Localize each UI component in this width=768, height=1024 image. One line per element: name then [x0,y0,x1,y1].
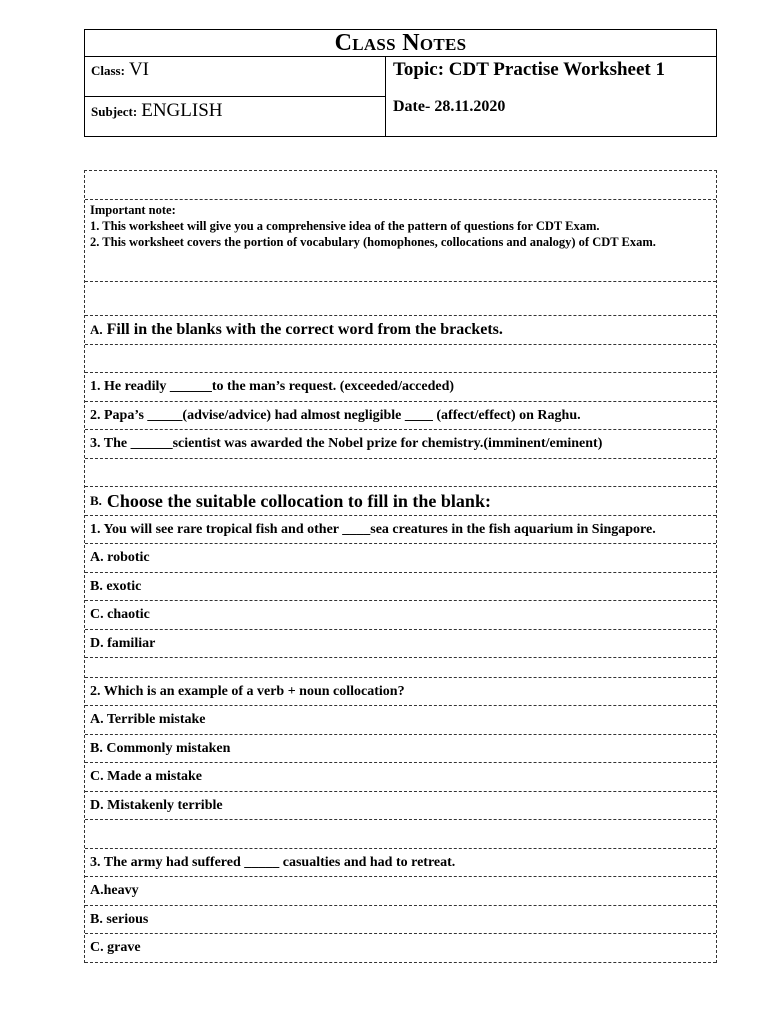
blank-row [85,171,716,200]
option-row: B. exotic [85,573,716,601]
section-b-title: Choose the suitable collocation to fill in the blank: [106,490,491,511]
note-item: 1. This worksheet will give you a comprehensive idea of the pattern of questions for CDT Exam. [90,219,600,233]
blank-row [85,658,716,678]
note-heading: Important note: [90,203,176,217]
section-a-prefix: A. [90,322,103,337]
class-value: VI [128,59,150,80]
question-row: 3. The ______scientist was awarded the Nobel prize for chemistry.(imminent/eminent) [85,430,716,459]
option-row: C. grave [85,934,716,963]
subject-cell [85,97,385,137]
class-cell [85,57,385,97]
option-row: D. familiar [85,630,716,658]
question-row: 2. Papa’s _____(advise/advice) had almost negligible ____ (affect/effect) on Raghu. [85,402,716,430]
date-text: Date- 28.11.2020 [393,98,506,115]
blank-row [85,345,716,373]
topic-text: Topic: CDT Practise Worksheet 1 [393,59,665,80]
option-row: D. Mistakenly terrible [85,792,716,820]
blank-row [85,282,716,316]
question-row: 1. He readily ______to the man’s request. (exceeded/acceded) [85,373,716,402]
important-note [85,200,716,282]
blank-row [85,820,716,849]
option-row: B. serious [85,906,716,934]
section-a-title: Fill in the blanks with the correct word from the brackets. [106,321,503,338]
section-b-prefix: B. [90,493,102,508]
subject-value: ENGLISH [141,100,223,121]
option-row: C. chaotic [85,601,716,630]
question-row: 3. The army had suffered _____ casualties and had to retreat. [85,849,716,877]
section-a-heading [85,316,716,345]
class-label: Class: [91,63,125,78]
blank-row [85,459,716,487]
option-row: A. Terrible mistake [85,706,716,735]
section-b-heading [85,487,716,516]
page-title: Class Notes [85,30,716,57]
question-row: 1. You will see rare tropical fish and other ____sea creatures in the fish aquarium in Singapore. [85,516,716,544]
option-row: C. Made a mistake [85,763,716,792]
question-row: 2. Which is an example of a verb + noun collocation? [85,678,716,706]
option-row: A. robotic [85,544,716,573]
option-row: B. Commonly mistaken [85,735,716,763]
option-row: A.heavy [85,877,716,906]
class-notes-header [84,29,717,137]
subject-label: Subject: [91,104,138,119]
note-item: 2. This worksheet covers the portion of vocabulary (homophones, collocations and analogy) of CDT Exam. [90,235,656,249]
worksheet [84,170,717,963]
